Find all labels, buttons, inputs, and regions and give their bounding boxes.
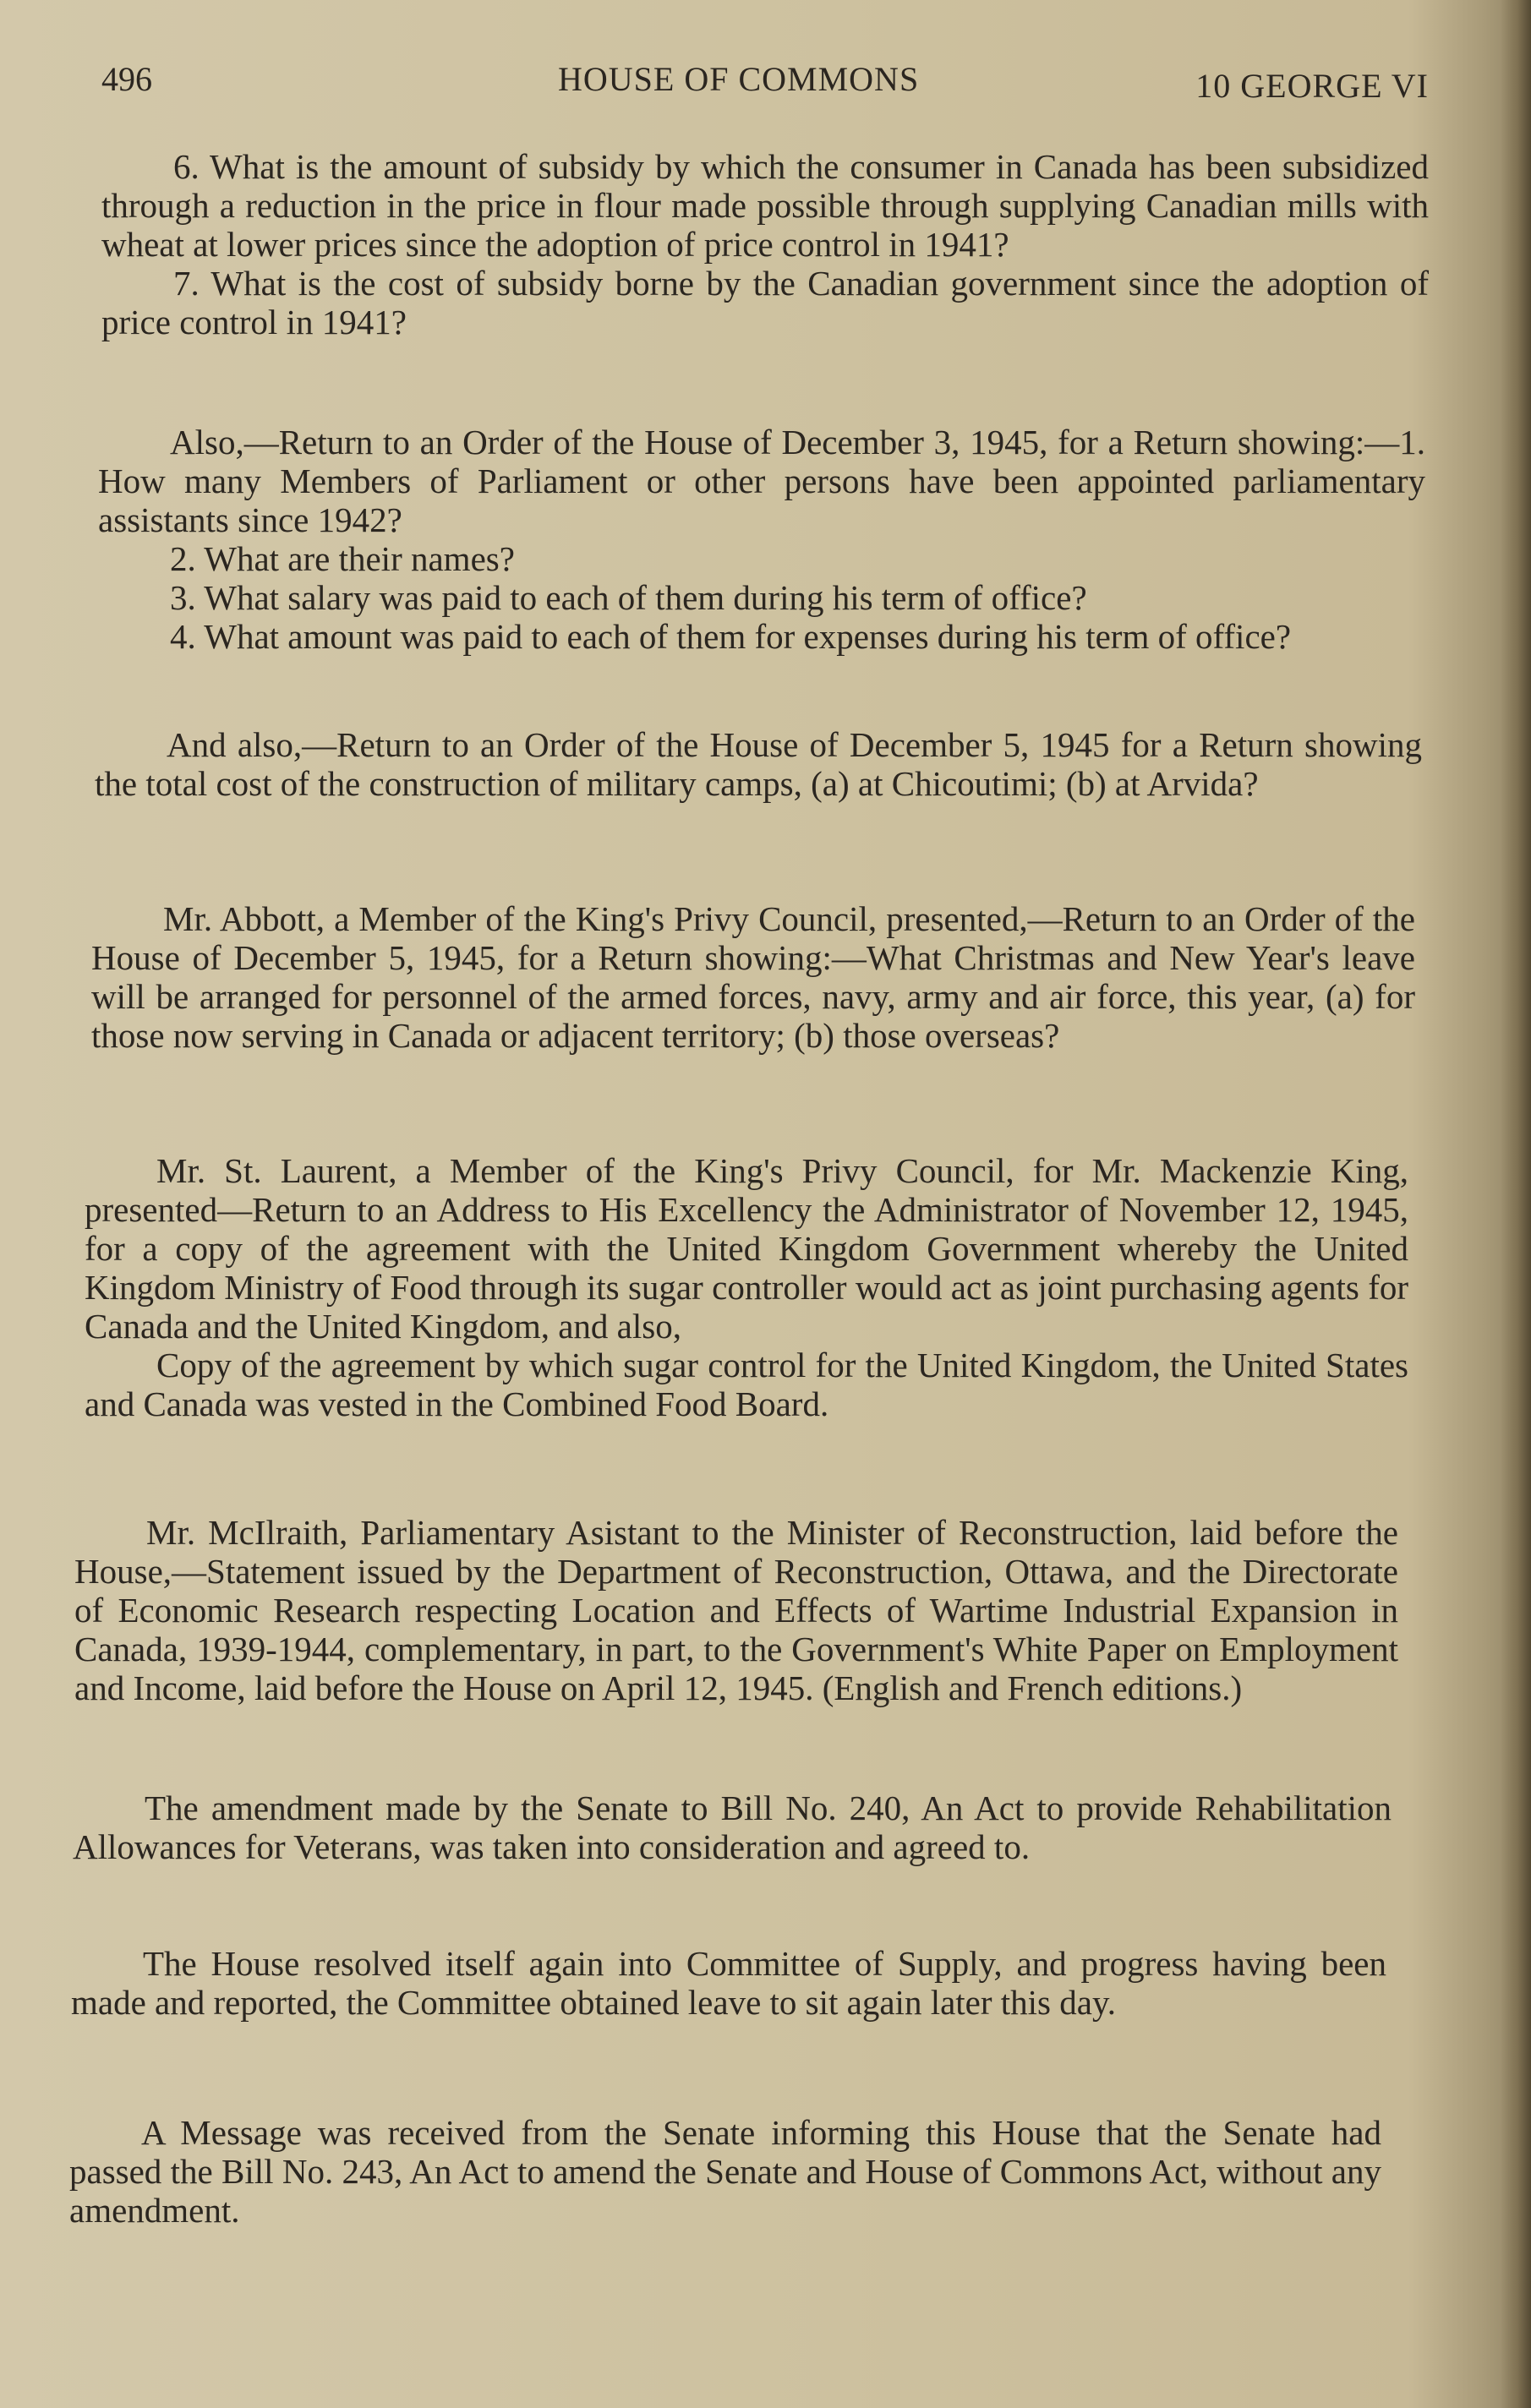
mcilraith-statement-text: Mr. McIlraith, Parliamentary Asistant to the Minister of Reconstruction, laid before the House,—Statement issued by the Department of Reconstruction, Ottawa, and the Directorate of Economic Research respecting Location and Effects of Wartime Industrial Expansion in Canada, 1939-1944, complementary, in part, to the Government's White Paper on Employment and Income, laid before the House on April 12, 1945. (English and French editions.) (74, 1513, 1398, 1707)
st-laurent-return-text: Mr. St. Laurent, a Member of the King's Privy Council, for Mr. Mackenzie King, presented—Return to an Address to His Excellency the Administrator of November 12, 1945, for a copy of the agreement with the United Kingdom Government whereby the United Kingdom Ministry of Food through its sugar controller would act as joint purchasing agents for Canada and the United Kingdom, and also, (85, 1151, 1408, 1346)
paragraph-block-st-laurent (85, 1151, 1408, 1423)
senate-amendment-text: The amendment made by the Senate to Bill No. 240, An Act to provide Rehabilitation Allowances for Veterans, was taken into consideration and agreed to. (73, 1788, 1392, 1866)
reign-label: 10 GEORGE VI (1195, 67, 1429, 105)
paragraph-block-senate-message (69, 2113, 1381, 2230)
senate-message-text: A Message was received from the Senate informing this House that the Senate had passed the Bill No. 243, An Act to amend the Senate and House of Commons Act, without any amendment. (69, 2113, 1381, 2230)
paragraph-block-return-dec5 (95, 725, 1422, 803)
paragraph-block-senate-amendment (73, 1788, 1392, 1866)
page-number: 496 (101, 60, 152, 98)
paragraph-block-return-dec3 (98, 423, 1425, 656)
sugar-agreement-text: Copy of the agreement by which sugar control for the United Kingdom, the United States and Canada was vested in the Combined Food Board. (85, 1346, 1408, 1423)
return-dec3-q4: 4. What amount was paid to each of them for expenses during his term of office? (170, 617, 1292, 656)
paragraph-block-abbott (91, 899, 1415, 1055)
page-title: HOUSE OF COMMONS (558, 60, 920, 98)
return-dec5-text: And also,—Return to an Order of the House of December 5, 1945 for a Return showing the total cost of the construction of military camps, (a) at Chicoutimi; (b) at Arvida? (95, 725, 1422, 803)
question-7: 7. What is the cost of subsidy borne by the Canadian government since the adoption of price control in 1941? (101, 264, 1429, 341)
return-dec3-q3: 3. What salary was paid to each of them during his term of office? (170, 578, 1087, 617)
return-dec3-q2: 2. What are their names? (170, 539, 515, 578)
committee-supply-text: The House resolved itself again into Committee of Supply, and progress having been made and reported, the Committee obtained leave to sit again later this day. (71, 1944, 1386, 2022)
page-edge-shadow (1501, 0, 1531, 2408)
paragraph-block-mcilraith (74, 1513, 1398, 1707)
page-header (101, 59, 1429, 110)
paragraph-block-committee-supply (71, 1944, 1386, 2022)
abbott-return-text: Mr. Abbott, a Member of the King's Privy Council, presented,—Return to an Order of the House of December 5, 1945, for a Return showing:—What Christmas and New Year's leave will be arranged for personnel of the armed forces, navy, army and air force, this year, (a) for those now serving in Canada or adjacent territory; (b) those overseas? (91, 899, 1415, 1055)
return-dec3-intro: Also,—Return to an Order of the House of December 3, 1945, for a Return showing:—1. How many Members of Parliament or other persons have been appointed parliamentary assistants since 1942? (98, 423, 1425, 539)
question-6: 6. What is the amount of subsidy by which the consumer in Canada has been subsidized through a reduction in the price in flour made possible through supplying Canadian mills with wheat at lower prices since the adoption of price control in 1941? (101, 147, 1429, 264)
paragraph-block-questions (101, 147, 1429, 341)
